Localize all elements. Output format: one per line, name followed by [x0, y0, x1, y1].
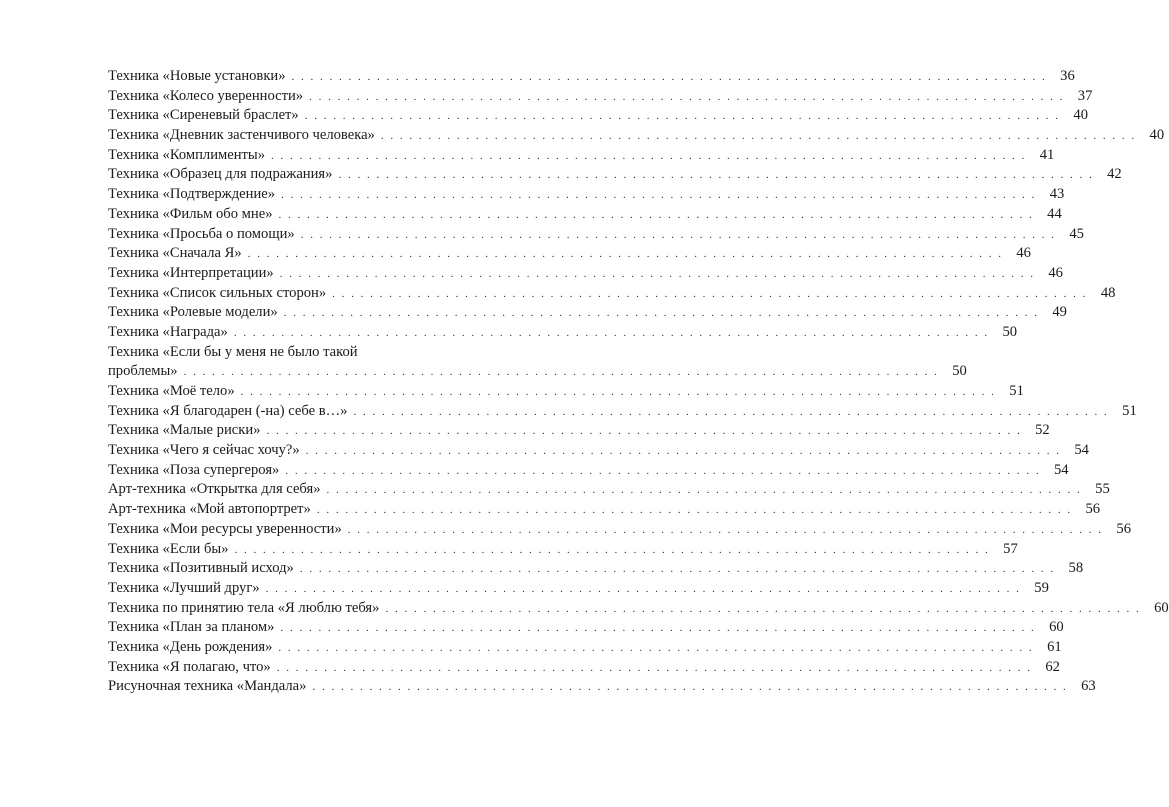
dot-leader: . . . . . . . . . . . . . . . . . . . . . . . . . . . . . . . . . . . . . . . . . . . . . . . . . . . . . . . . . . . . . . . . . . . . . . . . . . . . . . . . [271, 149, 1027, 162]
toc-entry [108, 362, 967, 382]
toc-entry [108, 559, 1084, 579]
toc-entry-page-number: 51 [1122, 402, 1137, 419]
toc-entry-page-number: 48 [1100, 284, 1116, 301]
toc-entry-page-number: 43 [1049, 186, 1065, 203]
dot-leader: . . . . . . . . . . . . . . . . . . . . . . . . . . . . . . . . . . . . . . . . . . . . . . . . . . . . . . . . . . . . . . . . . . . . . . . . . . . . . . . . [309, 90, 1065, 103]
toc-entry-title: Техника «Сначала Я» [108, 245, 242, 262]
toc-entry-page-number: 51 [1009, 383, 1024, 399]
dot-leader: . . . . . . . . . . . . . . . . . . . . . . . . . . . . . . . . . . . . . . . . . . . . . . . . . . . . . . . . . . . . . . . . . . . . . . . . . . . . . . . . [234, 543, 990, 556]
dot-leader: . . . . . . . . . . . . . . . . . . . . . . . . . . . . . . . . . . . . . . . . . . . . . . . . . . . . . . . . . . . . . . . . . . . . . . . . . . . . . . . . [266, 425, 1022, 438]
toc-entry-page-number: 59 [1034, 579, 1049, 596]
dot-leader: . . . . . . . . . . . . . . . . . . . . . . . . . . . . . . . . . . . . . . . . . . . . . . . . . . . . . . . . . . . . . . . . . . . . . . . . . . . . . . . . [276, 661, 1032, 674]
toc-entry [108, 126, 1165, 146]
toc-entry-page-number: 54 [1074, 442, 1089, 459]
table-of-contents [108, 67, 1169, 697]
toc-entry-title: Техника «Если бы» [108, 540, 229, 557]
dot-leader: . . . . . . . . . . . . . . . . . . . . . . . . . . . . . . . . . . . . . . . . . . . . . . . . . . . . . . . . . . . . . . . . . . . . . . . . . . . . . . . . [300, 228, 1056, 241]
toc-entry-page-number: 62 [1045, 658, 1060, 675]
dot-leader: . . . . . . . . . . . . . . . . . . . . . . . . . . . . . . . . . . . . . . . . . . . . . . . . . . . . . . . . . . . . . . . . . . . . . . . . . . . . . . . . [332, 287, 1088, 300]
dot-leader: . . . . . . . . . . . . . . . . . . . . . . . . . . . . . . . . . . . . . . . . . . . . . . . . . . . . . . . . . . . . . . . . . . . . . . . . . . . . . . . . [316, 504, 1073, 517]
toc-entry [108, 618, 1064, 638]
toc-entry [108, 402, 1137, 422]
dot-leader: . . . . . . . . . . . . . . . . . . . . . . . . . . . . . . . . . . . . . . . . . . . . . . . . . . . . . . . . . . . . . . . . . . . . . . . . . . . . . . . . [281, 189, 1037, 202]
toc-entry [108, 185, 1065, 205]
toc-entry-title: Техника «Образец для подражания» [108, 166, 333, 183]
toc-entry [108, 520, 1132, 540]
dot-leader: . . . . . . . . . . . . . . . . . . . . . . . . . . . . . . . . . . . . . . . . . . . . . . . . . . . . . . . . . . . . . . . . . . . . . . . . . . . . . . . . [283, 307, 1039, 320]
toc-entry-page-number: 40 [1149, 127, 1165, 144]
dot-leader: . . . . . . . . . . . . . . . . . . . . . . . . . . . . . . . . . . . . . . . . . . . . . . . . . . . . . . . . . . . . . . . . . . . . . . . . . . . . . . . . [233, 326, 990, 339]
toc-entry-title: Техника «День рождения» [108, 638, 273, 655]
dot-leader: . . . . . . . . . . . . . . . . . . . . . . . . . . . . . . . . . . . . . . . . . . . . . . . . . . . . . . . . . . . . . . . . . . . . . . . . . . . . . . . . [347, 523, 1104, 536]
toc-entry-page-number: 49 [1052, 304, 1067, 321]
dot-leader: . . . . . . . . . . . . . . . . . . . . . . . . . . . . . . . . . . . . . . . . . . . . . . . . . . . . . . . . . . . . . . . . . . . . . . . . . . . . . . . . [285, 464, 1041, 477]
dot-leader: . . . . . . . . . . . . . . . . . . . . . . . . . . . . . . . . . . . . . . . . . . . . . . . . . . . . . . . . . . . . . . . . . . . . . . . . . . . . . . . . [291, 71, 1047, 83]
toc-entry [108, 638, 1062, 658]
dot-leader: . . . . . . . . . . . . . . . . . . . . . . . . . . . . . . . . . . . . . . . . . . . . . . . . . . . . . . . . . . . . . . . . . . . . . . . . . . . . . . . . [305, 445, 1061, 458]
toc-entry-page-number: 36 [1060, 68, 1075, 84]
toc-entry-page-number: 50 [952, 363, 967, 380]
toc-entry-page-number: 55 [1095, 481, 1110, 498]
toc-entry-page-number: 60 [1049, 619, 1064, 636]
toc-entry-page-number: 63 [1081, 678, 1096, 695]
toc-entry-title: Техника «Колесо уверенности» [108, 87, 304, 104]
toc-entry [108, 146, 1055, 166]
toc-entry [108, 540, 1018, 560]
toc-entry-title: проблемы» [108, 363, 178, 380]
dot-leader: . . . . . . . . . . . . . . . . . . . . . . . . . . . . . . . . . . . . . . . . . . . . . . . . . . . . . . . . . . . . . . . . . . . . . . . . . . . . . . . . [247, 248, 1003, 261]
toc-entry-title: Техника «Новые установки» [108, 68, 286, 84]
toc-entry-page-number: 54 [1054, 461, 1069, 478]
toc-entry-page-number: 42 [1107, 166, 1122, 183]
toc-entry [108, 106, 1088, 126]
dot-leader: . . . . . . . . . . . . . . . . . . . . . . . . . . . . . . . . . . . . . . . . . . . . . . . . . . . . . . . . . . . . . . . . . . . . . . . . . . . . . . . . [278, 641, 1034, 654]
toc-entry-page-number: 56 [1085, 501, 1101, 518]
toc-entry [108, 323, 1018, 343]
dot-leader: . . . . . . . . . . . . . . . . . . . . . . . . . . . . . . . . . . . . . . . . . . . . . . . . . . . . . . . . . . . . . . . . . . . . . . . . . . . . . . . . [338, 169, 1094, 182]
toc-entry-page-number: 41 [1039, 146, 1055, 163]
dot-leader: . . . . . . . . . . . . . . . . . . . . . . . . . . . . . . . . . . . . . . . . . . . . . . . . . . . . . . . . . . . . . . . . . . . . . . . . . . . . . . . . [385, 602, 1141, 615]
toc-entry [108, 205, 1062, 225]
toc-entry-title: Техника «Позитивный исход» [108, 560, 294, 577]
toc-entry-title: Техника «Сиреневый браслет» [108, 107, 299, 124]
toc-entry-title: Техника «Подтверждение» [108, 186, 276, 203]
dot-leader: . . . . . . . . . . . . . . . . . . . . . . . . . . . . . . . . . . . . . . . . . . . . . . . . . . . . . . . . . . . . . . . . . . . . . . . . . . . . . . . . [380, 130, 1137, 143]
toc-entry-page-number: 44 [1047, 205, 1062, 222]
dot-leader: . . . . . . . . . . . . . . . . . . . . . . . . . . . . . . . . . . . . . . . . . . . . . . . . . . . . . . . . . . . . . . . . . . . . . . . . . . . . . . . . [312, 681, 1068, 694]
toc-entry-title: Техника по принятию тела «Я люблю тебя» [108, 599, 380, 616]
toc-entry-page-number: 56 [1116, 520, 1132, 537]
dot-leader: . . . . . . . . . . . . . . . . . . . . . . . . . . . . . . . . . . . . . . . . . . . . . . . . . . . . . . . . . . . . . . . . . . . . . . . . . . . . . . . . [326, 484, 1082, 497]
toc-entry [108, 264, 1063, 284]
toc-entry-page-number: 61 [1047, 638, 1062, 655]
toc-entry-page-number: 60 [1154, 599, 1169, 616]
toc-entry [108, 658, 1060, 678]
toc-entry [108, 579, 1049, 599]
toc-entry [108, 284, 1116, 304]
toc-entry [108, 500, 1101, 520]
dot-leader: . . . . . . . . . . . . . . . . . . . . . . . . . . . . . . . . . . . . . . . . . . . . . . . . . . . . . . . . . . . . . . . . . . . . . . . . . . . . . . . . [183, 366, 939, 379]
toc-entry [108, 461, 1069, 481]
toc-entry [108, 677, 1096, 697]
toc-entry-title: Арт-техника «Мой автопортрет» [108, 501, 311, 518]
toc-entry [108, 67, 1075, 87]
toc-entry-title: Техника «План за планом» [108, 619, 275, 636]
toc-entry-title: Техника «Комплименты» [108, 146, 266, 163]
toc-entry [108, 421, 1050, 441]
toc-entry-title: Техника «Я полагаю, что» [108, 658, 271, 675]
toc-entry-title: Техника «Если бы у меня не было такой [108, 343, 358, 360]
toc-entry-title: Техника «Фильм обо мне» [108, 205, 273, 222]
toc-entry-title: Техника «Поза супергероя» [108, 461, 280, 478]
toc-entry-title: Техника «Чего я сейчас хочу?» [108, 442, 300, 459]
toc-entry-title: Техника «Дневник застенчивого человека» [108, 127, 375, 144]
toc-entry [108, 87, 1093, 107]
toc-entry-page-number: 40 [1073, 107, 1088, 124]
dot-leader: . . . . . . . . . . . . . . . . . . . . . . . . . . . . . . . . . . . . . . . . . . . . . . . . . . . . . . . . . . . . . . . . . . . . . . . . . . . . . . . . [304, 110, 1060, 123]
toc-entry-title: Арт-техника «Открытка для себя» [108, 481, 321, 498]
toc-entry-title: Техника «Список сильных сторон» [108, 284, 327, 301]
toc-entry [108, 343, 478, 363]
toc-entry-title: Техника «Лучший друг» [108, 579, 260, 596]
toc-entry [108, 244, 1031, 264]
dot-leader: . . . . . . . . . . . . . . . . . . . . . . . . . . . . . . . . . . . . . . . . . . . . . . . . . . . . . . . . . . . . . . . . . . . . . . . . . . . . . . . . [278, 208, 1034, 221]
dot-leader: . . . . . . . . . . . . . . . . . . . . . . . . . . . . . . . . . . . . . . . . . . . . . . . . . . . . . . . . . . . . . . . . . . . . . . . . . . . . . . . . [353, 405, 1109, 418]
toc-entry [108, 225, 1084, 245]
toc-entry-page-number: 50 [1002, 323, 1018, 340]
toc-entry-title: Техника «Награда» [108, 323, 228, 340]
toc-entry-title: Техника «Интерпретации» [108, 264, 274, 281]
toc-entry-title: Техника «Я благодарен (-на) себе в…» [108, 402, 348, 419]
dot-leader: . . . . . . . . . . . . . . . . . . . . . . . . . . . . . . . . . . . . . . . . . . . . . . . . . . . . . . . . . . . . . . . . . . . . . . . . . . . . . . . . [299, 563, 1056, 576]
toc-entry [108, 165, 1122, 185]
toc-entry [108, 382, 1024, 402]
toc-entry-page-number: 52 [1035, 422, 1050, 439]
toc-entry-title: Техника «Малые риски» [108, 422, 261, 439]
dot-leader: . . . . . . . . . . . . . . . . . . . . . . . . . . . . . . . . . . . . . . . . . . . . . . . . . . . . . . . . . . . . . . . . . . . . . . . . . . . . . . . . [240, 386, 996, 398]
toc-entry [108, 303, 1067, 323]
toc-entry-page-number: 45 [1069, 225, 1084, 242]
toc-entry-page-number: 37 [1077, 87, 1093, 104]
toc-entry-title: Техника «Моё тело» [108, 383, 235, 399]
dot-leader: . . . . . . . . . . . . . . . . . . . . . . . . . . . . . . . . . . . . . . . . . . . . . . . . . . . . . . . . . . . . . . . . . . . . . . . . . . . . . . . . [280, 622, 1036, 635]
toc-entry-title: Техника «Просьба о помощи» [108, 225, 295, 242]
toc-entry-page-number: 46 [1048, 264, 1063, 281]
toc-entry-page-number: 57 [1003, 540, 1018, 557]
toc-entry-page-number: 46 [1016, 245, 1031, 262]
dot-leader: . . . . . . . . . . . . . . . . . . . . . . . . . . . . . . . . . . . . . . . . . . . . . . . . . . . . . . . . . . . . . . . . . . . . . . . . . . . . . . . . [265, 582, 1021, 595]
toc-entry-page-number: 58 [1068, 560, 1084, 577]
toc-entry-title: Техника «Мои ресурсы уверенности» [108, 520, 342, 537]
toc-entry [108, 480, 1110, 500]
toc-entry [108, 599, 1169, 619]
toc-entry-title: Рисуночная техника «Мандала» [108, 678, 307, 695]
toc-entry [108, 441, 1089, 461]
dot-leader: . . . . . . . . . . . . . . . . . . . . . . . . . . . . . . . . . . . . . . . . . . . . . . . . . . . . . . . . . . . . . . . . . . . . . . . . . . . . . . . . [279, 267, 1035, 280]
toc-entry-title: Техника «Ролевые модели» [108, 304, 278, 321]
